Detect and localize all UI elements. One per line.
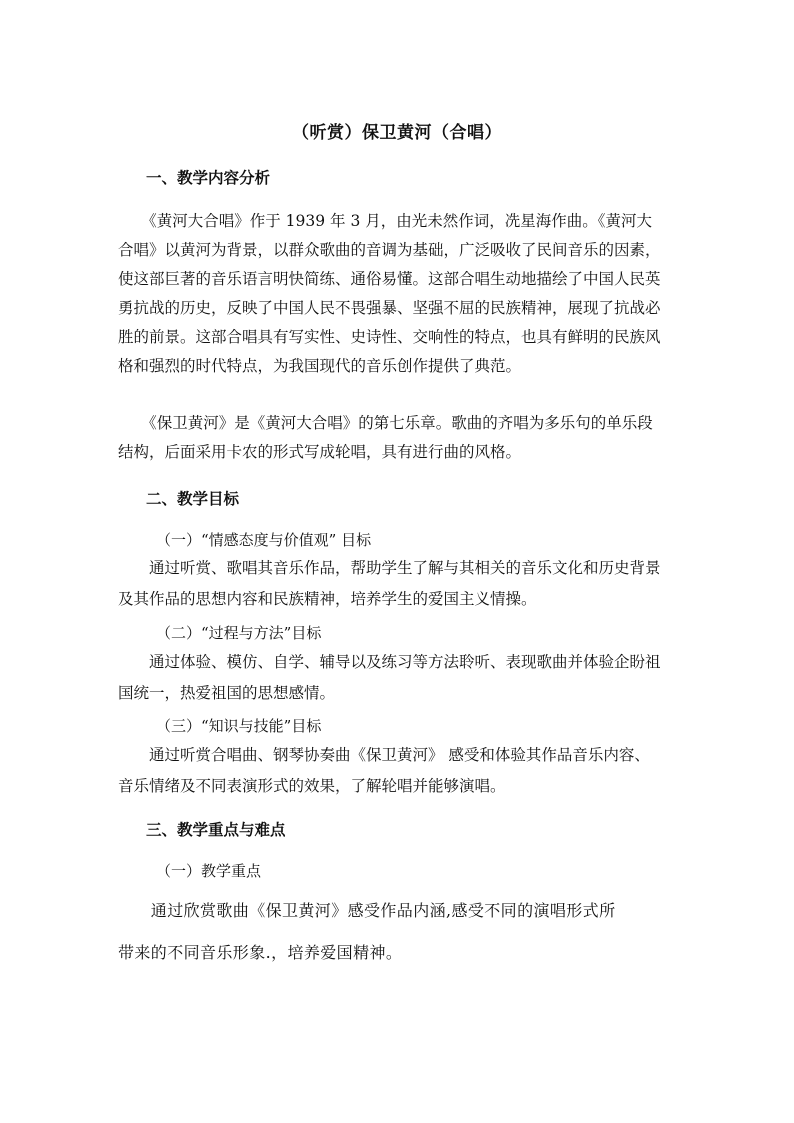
- paragraph-line: 通过体验、模仿、自学、辅导以及练习等方法聆听、表现歌曲并体验企盼祖: [118, 653, 661, 671]
- paragraph-line: 通过听赏、歌唱其音乐作品，帮助学生了解与其相关的音乐文化和历史背景: [118, 559, 661, 577]
- paragraph-line: 音乐情绪及不同表演形式的效果，了解轮唱并能够演唱。: [118, 777, 506, 795]
- paragraph-line: 通过欣赏歌曲《保卫黄河》感受作品内涵,感受不同的演唱形式所: [118, 901, 616, 920]
- section3-sub1-heading: （一）教学重点: [156, 862, 262, 880]
- paragraph-line: 格和强烈的时代特点，为我国现代的音乐创作提供了典范。: [118, 357, 522, 375]
- paragraph-line: 结构，后面采用卡农的形式写成轮唱，具有进行曲的风格。: [118, 443, 522, 461]
- section2-sub1-paragraph: [118, 553, 678, 615]
- section2-heading: 二、教学目标: [146, 489, 240, 508]
- paragraph-line: 国统一，热爱祖国的思想感情。: [118, 684, 336, 702]
- paragraph-line: 合唱》以黄河为背景，以群众歌曲的音调为基础，广泛吸收了民间音乐的因素，: [118, 241, 661, 259]
- section1-paragraph2: [118, 409, 678, 467]
- section2-sub3-heading: （三）“知识与技能”目标: [156, 717, 322, 735]
- paragraph-line: 使这部巨著的音乐语言明快简练、通俗易懂。这部合唱生动地描绘了中国人民英: [118, 270, 661, 288]
- paragraph-line: 胜的前景。这部合唱具有写实性、史诗性、交响性的特点，也具有鲜明的民族风: [118, 328, 661, 346]
- paragraph-line: 勇抗战的历史，反映了中国人民不畏强暴、坚强不屈的民族精神，展现了抗战必: [118, 299, 661, 317]
- paragraph-line: 及其作品的思想内容和民族精神，培养学生的爱国主义情操。: [118, 590, 537, 608]
- section2-sub1-heading: （一）“情感态度与价值观” 目标: [156, 531, 372, 549]
- paragraph-line: 《黄河大合唱》作于 1939 年 3 月，由光未然作词，冼星海作曲。《黄河大: [118, 212, 653, 230]
- paragraph-line: 通过听赏合唱曲、钢琴协奏曲《保卫黄河》 感受和体验其作品音乐内容、: [118, 746, 650, 764]
- section2-sub3-paragraph: [118, 740, 678, 802]
- section3-sub1-paragraph: [118, 890, 678, 974]
- section1-paragraph1: [118, 207, 678, 381]
- paragraph-line: 带来的不同音乐形象.，培养爱国精神。: [118, 943, 403, 962]
- section3-heading: 三、教学重点与难点: [146, 820, 286, 839]
- document-title: （听赏）保卫黄河（合唱）: [292, 123, 502, 143]
- section1-heading: 一、教学内容分析: [146, 168, 271, 187]
- section2-sub2-paragraph: [118, 647, 678, 709]
- section2-sub2-heading: （二）“过程与方法”目标: [156, 624, 322, 642]
- paragraph-line: 《保卫黄河》是《黄河大合唱》的第七乐章。歌曲的齐唱为多乐句的单乐段: [118, 414, 653, 432]
